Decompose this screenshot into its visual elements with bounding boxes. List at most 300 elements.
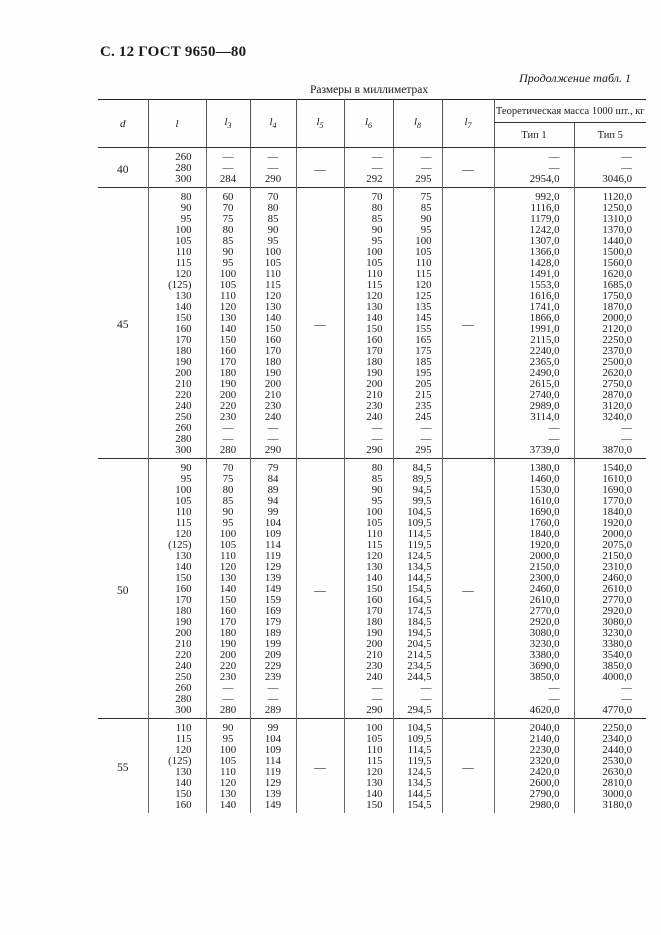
cell-mass-type5-value: 1120,0 — [602, 191, 633, 203]
cell-l-value: 80 — [180, 191, 192, 203]
cell-mass-type1-value: — — [548, 433, 560, 445]
cell-l5: — — [296, 719, 344, 814]
cell-l6-value: 150 — [366, 799, 383, 811]
cell-l6-value: 105 — [366, 257, 383, 269]
cell-l6-value: 110 — [366, 528, 383, 540]
cell-l8-value: 194,5 — [407, 627, 432, 639]
cell-l5: — — [296, 188, 344, 459]
cell-l8-value: 89,5 — [412, 473, 432, 485]
cell-l3 — [206, 705, 250, 719]
cell-l3-value: 230 — [219, 671, 237, 683]
cell-l8-value: 84,5 — [412, 462, 432, 474]
cell-l7: — — [442, 719, 494, 814]
cell-mass-type5-value: 3850,0 — [602, 660, 633, 672]
cell-l3-value: 190 — [219, 378, 237, 390]
cell-l6-value: 240 — [366, 671, 383, 683]
cell-l3-value: 60 — [222, 191, 234, 203]
cell-mass-type1-value: 2954,0 — [529, 173, 560, 185]
table-row — [98, 705, 646, 719]
cell-l-value: 115 — [175, 733, 192, 745]
cell-l4-value: 139 — [264, 572, 282, 584]
cell-mass-type1-value: 2460,0 — [529, 583, 560, 595]
cell-l6-value: 290 — [366, 444, 383, 456]
cell-mass-type1 — [494, 412, 574, 423]
cell-mass-type5 — [574, 459, 646, 475]
cell-l8-value: 120 — [415, 279, 432, 291]
cell-l3-value: 130 — [219, 788, 237, 800]
cell-mass-type5-value: 3230,0 — [602, 627, 633, 639]
cell-l3-value: 85 — [222, 495, 234, 507]
cell-l8-value: 244,5 — [407, 671, 432, 683]
cell-l6-value: 230 — [366, 400, 383, 412]
cell-mass-type1-value: 1116,0 — [530, 202, 560, 214]
cell-l-value: 130 — [175, 766, 192, 778]
cell-l3-value: 200 — [219, 649, 237, 661]
cell-l3-value: 95 — [222, 517, 234, 529]
cell-mass-type1-value: 4620,0 — [529, 704, 560, 716]
cell-mass-type1-value: 2989,0 — [529, 400, 560, 412]
cell-l6-value: 85 — [371, 473, 383, 485]
cell-l-value: 250 — [175, 671, 192, 683]
cell-mass-type5-value: 1690,0 — [602, 484, 633, 496]
cell-l6-value: 210 — [366, 649, 383, 661]
cell-l8-value: 245 — [415, 411, 432, 423]
cell-l3-value: 140 — [219, 583, 237, 595]
cell-l6 — [344, 672, 393, 683]
cell-l6 — [344, 423, 393, 434]
cell-mass-type1-value: — — [548, 682, 560, 694]
cell-d: 40 — [98, 148, 148, 188]
cell-l4-value: 290 — [264, 173, 282, 185]
cell-mass-type5 — [574, 683, 646, 694]
cell-l8-value: 295 — [415, 173, 432, 185]
table-row — [98, 174, 646, 188]
cell-l6-value: 190 — [366, 367, 383, 379]
cell-l3-value: 80 — [222, 484, 234, 496]
cell-l4-value: 199 — [264, 638, 282, 650]
cell-l8-value: 135 — [415, 301, 432, 313]
cell-l8-value: 124,5 — [407, 550, 432, 562]
cell-l8-value: 105 — [415, 246, 432, 258]
cell-l3-value: 230 — [219, 411, 237, 423]
cell-mass-type1-value: 1760,0 — [529, 517, 560, 529]
cell-l-value: 180 — [175, 605, 192, 617]
cell-l4-value: 100 — [264, 246, 282, 258]
col-header-type5: Тип 5 — [574, 123, 646, 148]
cell-d: 45 — [98, 188, 148, 459]
cell-l6 — [344, 203, 393, 214]
col-header-l6: $l_6$ — [344, 100, 393, 148]
cell-mass-type1-value: 3739,0 — [529, 444, 560, 456]
cell-mass-type1-value: 2230,0 — [529, 744, 560, 756]
cell-mass-type5-value: 4770,0 — [602, 704, 633, 716]
cell-l8-value: 174,5 — [407, 605, 432, 617]
cell-l6-value: 170 — [366, 605, 383, 617]
cell-l4 — [250, 719, 296, 735]
cell-mass-type5-value: 1610,0 — [602, 473, 633, 485]
cell-d: 55 — [98, 719, 148, 814]
cell-l-value: 200 — [175, 367, 192, 379]
cell-l6-value: 170 — [366, 345, 383, 357]
cell-mass-type1-value: 2420,0 — [529, 766, 560, 778]
cell-mass-type5 — [574, 719, 646, 735]
cell-l3-value: — — [222, 682, 234, 694]
cell-mass-type5 — [574, 672, 646, 683]
cell-mass-type5-value: 2870,0 — [602, 389, 633, 401]
cell-l6-value: 230 — [366, 660, 383, 672]
cell-mass-type1-value: 3850,0 — [529, 671, 560, 683]
cell-l6-value: 90 — [371, 484, 383, 496]
cell-l-value: 240 — [175, 400, 192, 412]
cell-l-value: 170 — [175, 594, 192, 606]
cell-l — [148, 203, 206, 214]
cell-l3-value: — — [222, 693, 234, 705]
cell-mass-type1 — [494, 672, 574, 683]
cell-l3 — [206, 188, 250, 204]
cell-l8-value: 134,5 — [407, 777, 432, 789]
cell-l3-value: 90 — [222, 722, 234, 734]
cell-l6 — [344, 214, 393, 225]
cell-l8-value: 104,5 — [407, 722, 432, 734]
cell-l3-value: 120 — [219, 301, 237, 313]
cell-l — [148, 459, 206, 475]
cell-l3-value: 105 — [219, 279, 237, 291]
cell-l8-value: 204,5 — [407, 638, 432, 650]
cell-l4-value: 190 — [264, 367, 282, 379]
cell-l4-value: 90 — [267, 224, 279, 236]
cell-l6-value: 150 — [366, 583, 383, 595]
cell-mass-type5-value: 1920,0 — [602, 517, 633, 529]
cell-l-value: 115 — [175, 257, 192, 269]
cell-l4-value: 209 — [264, 649, 282, 661]
cell-l-value: 210 — [175, 378, 192, 390]
cell-l4-value: 120 — [264, 290, 282, 302]
cell-l-value: 200 — [175, 627, 192, 639]
cell-mass-type5-value: 3120,0 — [602, 400, 633, 412]
cell-l4-value: 149 — [264, 799, 282, 811]
cell-mass-type1-value: 3114,0 — [530, 411, 560, 423]
cell-mass-type5 — [574, 705, 646, 719]
cell-l4-value: 159 — [264, 594, 282, 606]
cell-l8-value: 175 — [415, 345, 432, 357]
cell-l4-value: 99 — [267, 506, 279, 518]
cell-l4-value: 109 — [264, 528, 282, 540]
cell-l — [148, 719, 206, 735]
cell-l4-value: 200 — [264, 378, 282, 390]
cell-mass-type5-value: 1685,0 — [602, 279, 633, 291]
cell-mass-type1-value: 2740,0 — [529, 389, 560, 401]
cell-mass-type1-value: 2040,0 — [529, 722, 560, 734]
cell-l8-value: 154,5 — [407, 799, 432, 811]
cell-l6 — [344, 148, 393, 164]
cell-l4-value: 140 — [264, 312, 282, 324]
cell-l6-value: 180 — [366, 356, 383, 368]
cell-mass-type1-value: 1610,0 — [529, 495, 560, 507]
cell-l3-value: 140 — [219, 799, 237, 811]
cell-l4-value: 189 — [264, 627, 282, 639]
cell-mass-type5-value: 3380,0 — [602, 638, 633, 650]
cell-l-value: 260 — [175, 422, 192, 434]
cell-l6-value: 105 — [366, 517, 383, 529]
cell-l4-value: 114 — [265, 539, 281, 551]
cell-l3-value: 85 — [222, 235, 234, 247]
cell-l4-value: 230 — [264, 400, 282, 412]
cell-l8 — [393, 683, 442, 694]
cell-l3-value: 80 — [222, 224, 234, 236]
col-header-type1: Тип 1 — [494, 123, 574, 148]
cell-mass-type5-value: 3870,0 — [602, 444, 633, 456]
cell-l3-value: 160 — [219, 605, 237, 617]
cell-l4-value: 129 — [264, 561, 282, 573]
cell-l8-value: 144,5 — [407, 572, 432, 584]
cell-l4 — [250, 148, 296, 164]
cell-l3-value: 180 — [219, 627, 237, 639]
cell-mass-type5-value: 2250,0 — [602, 334, 633, 346]
cell-mass-type5-value: 2500,0 — [602, 356, 633, 368]
page-header: С. 12 ГОСТ 9650—80 — [100, 44, 247, 60]
cell-l-value: 180 — [175, 345, 192, 357]
cell-l-value: 140 — [175, 777, 192, 789]
cell-l8-value: 205 — [415, 378, 432, 390]
cell-l6-value: — — [371, 422, 383, 434]
cell-l8 — [393, 214, 442, 225]
cell-mass-type5-value: 3000,0 — [602, 788, 633, 800]
cell-mass-type1-value: 2615,0 — [529, 378, 560, 390]
cell-l6 — [344, 719, 393, 735]
cell-l8-value: 144,5 — [407, 788, 432, 800]
cell-mass-type1-value: 1428,0 — [529, 257, 560, 269]
cell-l3-value: 120 — [219, 561, 237, 573]
cell-l4-value: 104 — [264, 517, 282, 529]
cell-l8-value: 114,5 — [407, 528, 432, 540]
cell-l-value: 100 — [175, 224, 192, 236]
cell-l4-value: 104 — [264, 733, 282, 745]
cell-l-value: 160 — [175, 799, 192, 811]
cell-l6-value: 140 — [366, 788, 383, 800]
cell-l6-value: 120 — [366, 766, 383, 778]
col-header-mass: Теоретическая масса 1000 шт., кг — [494, 100, 646, 123]
cell-l3-value: — — [222, 433, 234, 445]
cell-mass-type1-value: 1366,0 — [529, 246, 560, 258]
cell-l3-value: 95 — [222, 257, 234, 269]
cell-l6-value: 95 — [371, 495, 383, 507]
cell-l8-value: 294,5 — [407, 704, 432, 716]
cell-mass-type5 — [574, 174, 646, 188]
cell-l3-value: 75 — [222, 213, 234, 225]
cell-l4-value: — — [267, 151, 279, 163]
cell-l8-value: 99,5 — [412, 495, 432, 507]
cell-l3-value: 105 — [219, 539, 237, 551]
cell-mass-type5-value: 1560,0 — [602, 257, 633, 269]
cell-l6-value: 130 — [366, 777, 383, 789]
cell-l6-value: 150 — [366, 323, 383, 335]
cell-l-value: 220 — [175, 389, 192, 401]
cell-l6 — [344, 225, 393, 236]
cell-l3-value: 110 — [220, 290, 236, 302]
table-row — [98, 445, 646, 459]
cell-l4-value: 109 — [264, 744, 282, 756]
cell-l6-value: 110 — [366, 268, 383, 280]
cell-mass-type5-value: 1750,0 — [602, 290, 633, 302]
cell-l-value: 110 — [175, 506, 192, 518]
cell-mass-type1-value: 1553,0 — [529, 279, 560, 291]
cell-mass-type5 — [574, 148, 646, 164]
cell-l8-value: — — [420, 422, 432, 434]
cell-mass-type5-value: 1310,0 — [602, 213, 633, 225]
cell-l8-value: 195 — [415, 367, 432, 379]
table-row — [98, 148, 646, 164]
cell-l8-value: 164,5 — [407, 594, 432, 606]
cell-l6-value: 95 — [371, 235, 383, 247]
cell-l8-value: 90 — [420, 213, 432, 225]
cell-l8-value: 235 — [415, 400, 432, 412]
cell-mass-type1-value: 1991,0 — [529, 323, 560, 335]
cell-l3-value: 200 — [219, 389, 237, 401]
cell-mass-type5-value: 2460,0 — [602, 572, 633, 584]
cell-l-value: 90 — [180, 462, 192, 474]
cell-l4-value: 115 — [265, 279, 281, 291]
cell-l-value: 260 — [175, 151, 192, 163]
cell-l4-value: 210 — [264, 389, 282, 401]
cell-mass-type1-value: 2150,0 — [529, 561, 560, 573]
cell-mass-type1-value: 2115,0 — [530, 334, 560, 346]
cell-l4-value: 150 — [264, 323, 282, 335]
cell-mass-type5-value: 3180,0 — [602, 799, 633, 811]
cell-l4-value: — — [267, 422, 279, 434]
cell-mass-type1-value: 2000,0 — [529, 550, 560, 562]
cell-l4-value: 170 — [264, 345, 282, 357]
cell-l6-value: 100 — [366, 246, 383, 258]
cell-l3 — [206, 719, 250, 735]
cell-l8-value: 85 — [420, 202, 432, 214]
cell-l-value: (125) — [168, 755, 192, 767]
table-continuation-label: Продолжение табл. 1 — [519, 71, 631, 85]
cell-l6-value: 85 — [371, 213, 383, 225]
cell-mass-type5-value: 1250,0 — [602, 202, 633, 214]
cell-mass-type5-value: 2120,0 — [602, 323, 633, 335]
cell-l3-value: 110 — [220, 550, 236, 562]
cell-l4-value: 89 — [267, 484, 279, 496]
cell-mass-type5-value: 2310,0 — [602, 561, 633, 573]
cell-mass-type1-value: — — [548, 162, 560, 174]
cell-mass-type1 — [494, 445, 574, 459]
cell-mass-type5-value: 2000,0 — [602, 528, 633, 540]
cell-l-value: (125) — [168, 279, 192, 291]
cell-l8-value: 145 — [415, 312, 432, 324]
cell-l-value: 280 — [175, 433, 192, 445]
cell-l3 — [206, 148, 250, 164]
cell-mass-type1-value: 1840,0 — [529, 528, 560, 540]
cell-mass-type1-value: 1530,0 — [529, 484, 560, 496]
cell-l-value: 95 — [180, 213, 192, 225]
table-row — [98, 800, 646, 813]
cell-l8-value: 295 — [415, 444, 432, 456]
cell-mass-type5-value: 2610,0 — [602, 583, 633, 595]
cell-l6 — [344, 705, 393, 719]
cell-l6-value: 80 — [371, 462, 383, 474]
cell-l3-value: 190 — [219, 638, 237, 650]
cell-l8-value: 125 — [415, 290, 432, 302]
cell-l3-value: 110 — [220, 766, 236, 778]
cell-mass-type5-value: 1770,0 — [602, 495, 633, 507]
cell-l8-value: 155 — [415, 323, 432, 335]
cell-mass-type5-value: 2150,0 — [602, 550, 633, 562]
cell-l3 — [206, 445, 250, 459]
cell-l6-value: 190 — [366, 627, 383, 639]
cell-l6-value: 180 — [366, 616, 383, 628]
cell-l6-value: 70 — [371, 191, 383, 203]
cell-mass-type1-value: 2300,0 — [529, 572, 560, 584]
cell-mass-type1-value: 3690,0 — [529, 660, 560, 672]
col-header-d: d — [98, 100, 148, 148]
cell-l-value: 105 — [175, 495, 192, 507]
cell-l — [148, 705, 206, 719]
col-header-l3: $l_3$ — [206, 100, 250, 148]
cell-l8 — [393, 423, 442, 434]
cell-l3-value: 150 — [219, 334, 237, 346]
cell-mass-type1-value: 3380,0 — [529, 649, 560, 661]
cell-mass-type5-value: 1870,0 — [602, 301, 633, 313]
cell-l8-value: 119,5 — [407, 539, 432, 551]
cell-l4 — [250, 188, 296, 204]
cell-l3-value: 130 — [219, 572, 237, 584]
cell-l4-value: 289 — [264, 704, 282, 716]
cell-l8 — [393, 174, 442, 188]
cell-l-value: 160 — [175, 583, 192, 595]
cell-mass-type1-value: 3080,0 — [529, 627, 560, 639]
cell-mass-type5-value: 2250,0 — [602, 722, 633, 734]
cell-mass-type5-value: 2075,0 — [602, 539, 633, 551]
cell-mass-type1-value: 2770,0 — [529, 605, 560, 617]
cell-l4-value: 179 — [264, 616, 282, 628]
cell-l3-value: 105 — [219, 755, 237, 767]
cell-l8-value: 165 — [415, 334, 432, 346]
cell-l-value: 210 — [175, 638, 192, 650]
cell-mass-type5-value: 2810,0 — [602, 777, 633, 789]
cell-mass-type5-value: 3540,0 — [602, 649, 633, 661]
cell-l3 — [206, 800, 250, 813]
cell-l3-value: 170 — [219, 616, 237, 628]
table-row — [98, 188, 646, 204]
cell-l6 — [344, 485, 393, 496]
cell-l8-value: 94,5 — [412, 484, 432, 496]
cell-l-value: 150 — [175, 788, 192, 800]
cell-l3-value: 70 — [222, 202, 234, 214]
cell-l4 — [250, 445, 296, 459]
cell-mass-type5 — [574, 412, 646, 423]
cell-l8-value: — — [420, 682, 432, 694]
cell-l4-value: 95 — [267, 235, 279, 247]
cell-l8-value: — — [420, 433, 432, 445]
cell-l3-value: — — [222, 151, 234, 163]
cell-mass-type1-value: 1616,0 — [529, 290, 560, 302]
col-header-l7: $l_7$ — [442, 100, 494, 148]
cell-l6-value: 292 — [366, 173, 383, 185]
cell-l8-value: 154,5 — [407, 583, 432, 595]
cell-mass-type1 — [494, 148, 574, 164]
cell-mass-type5-value: 2630,0 — [602, 766, 633, 778]
cell-l8-value: 124,5 — [407, 766, 432, 778]
cell-l4-value: — — [267, 433, 279, 445]
cell-l3-value: 70 — [222, 462, 234, 474]
cell-l8 — [393, 445, 442, 459]
cell-l6-value: 240 — [366, 411, 383, 423]
cell-l6 — [344, 412, 393, 423]
cell-l6-value: 120 — [366, 290, 383, 302]
cell-l4-value: 149 — [264, 583, 282, 595]
cell-l4 — [250, 800, 296, 813]
cell-l8-value: — — [420, 693, 432, 705]
